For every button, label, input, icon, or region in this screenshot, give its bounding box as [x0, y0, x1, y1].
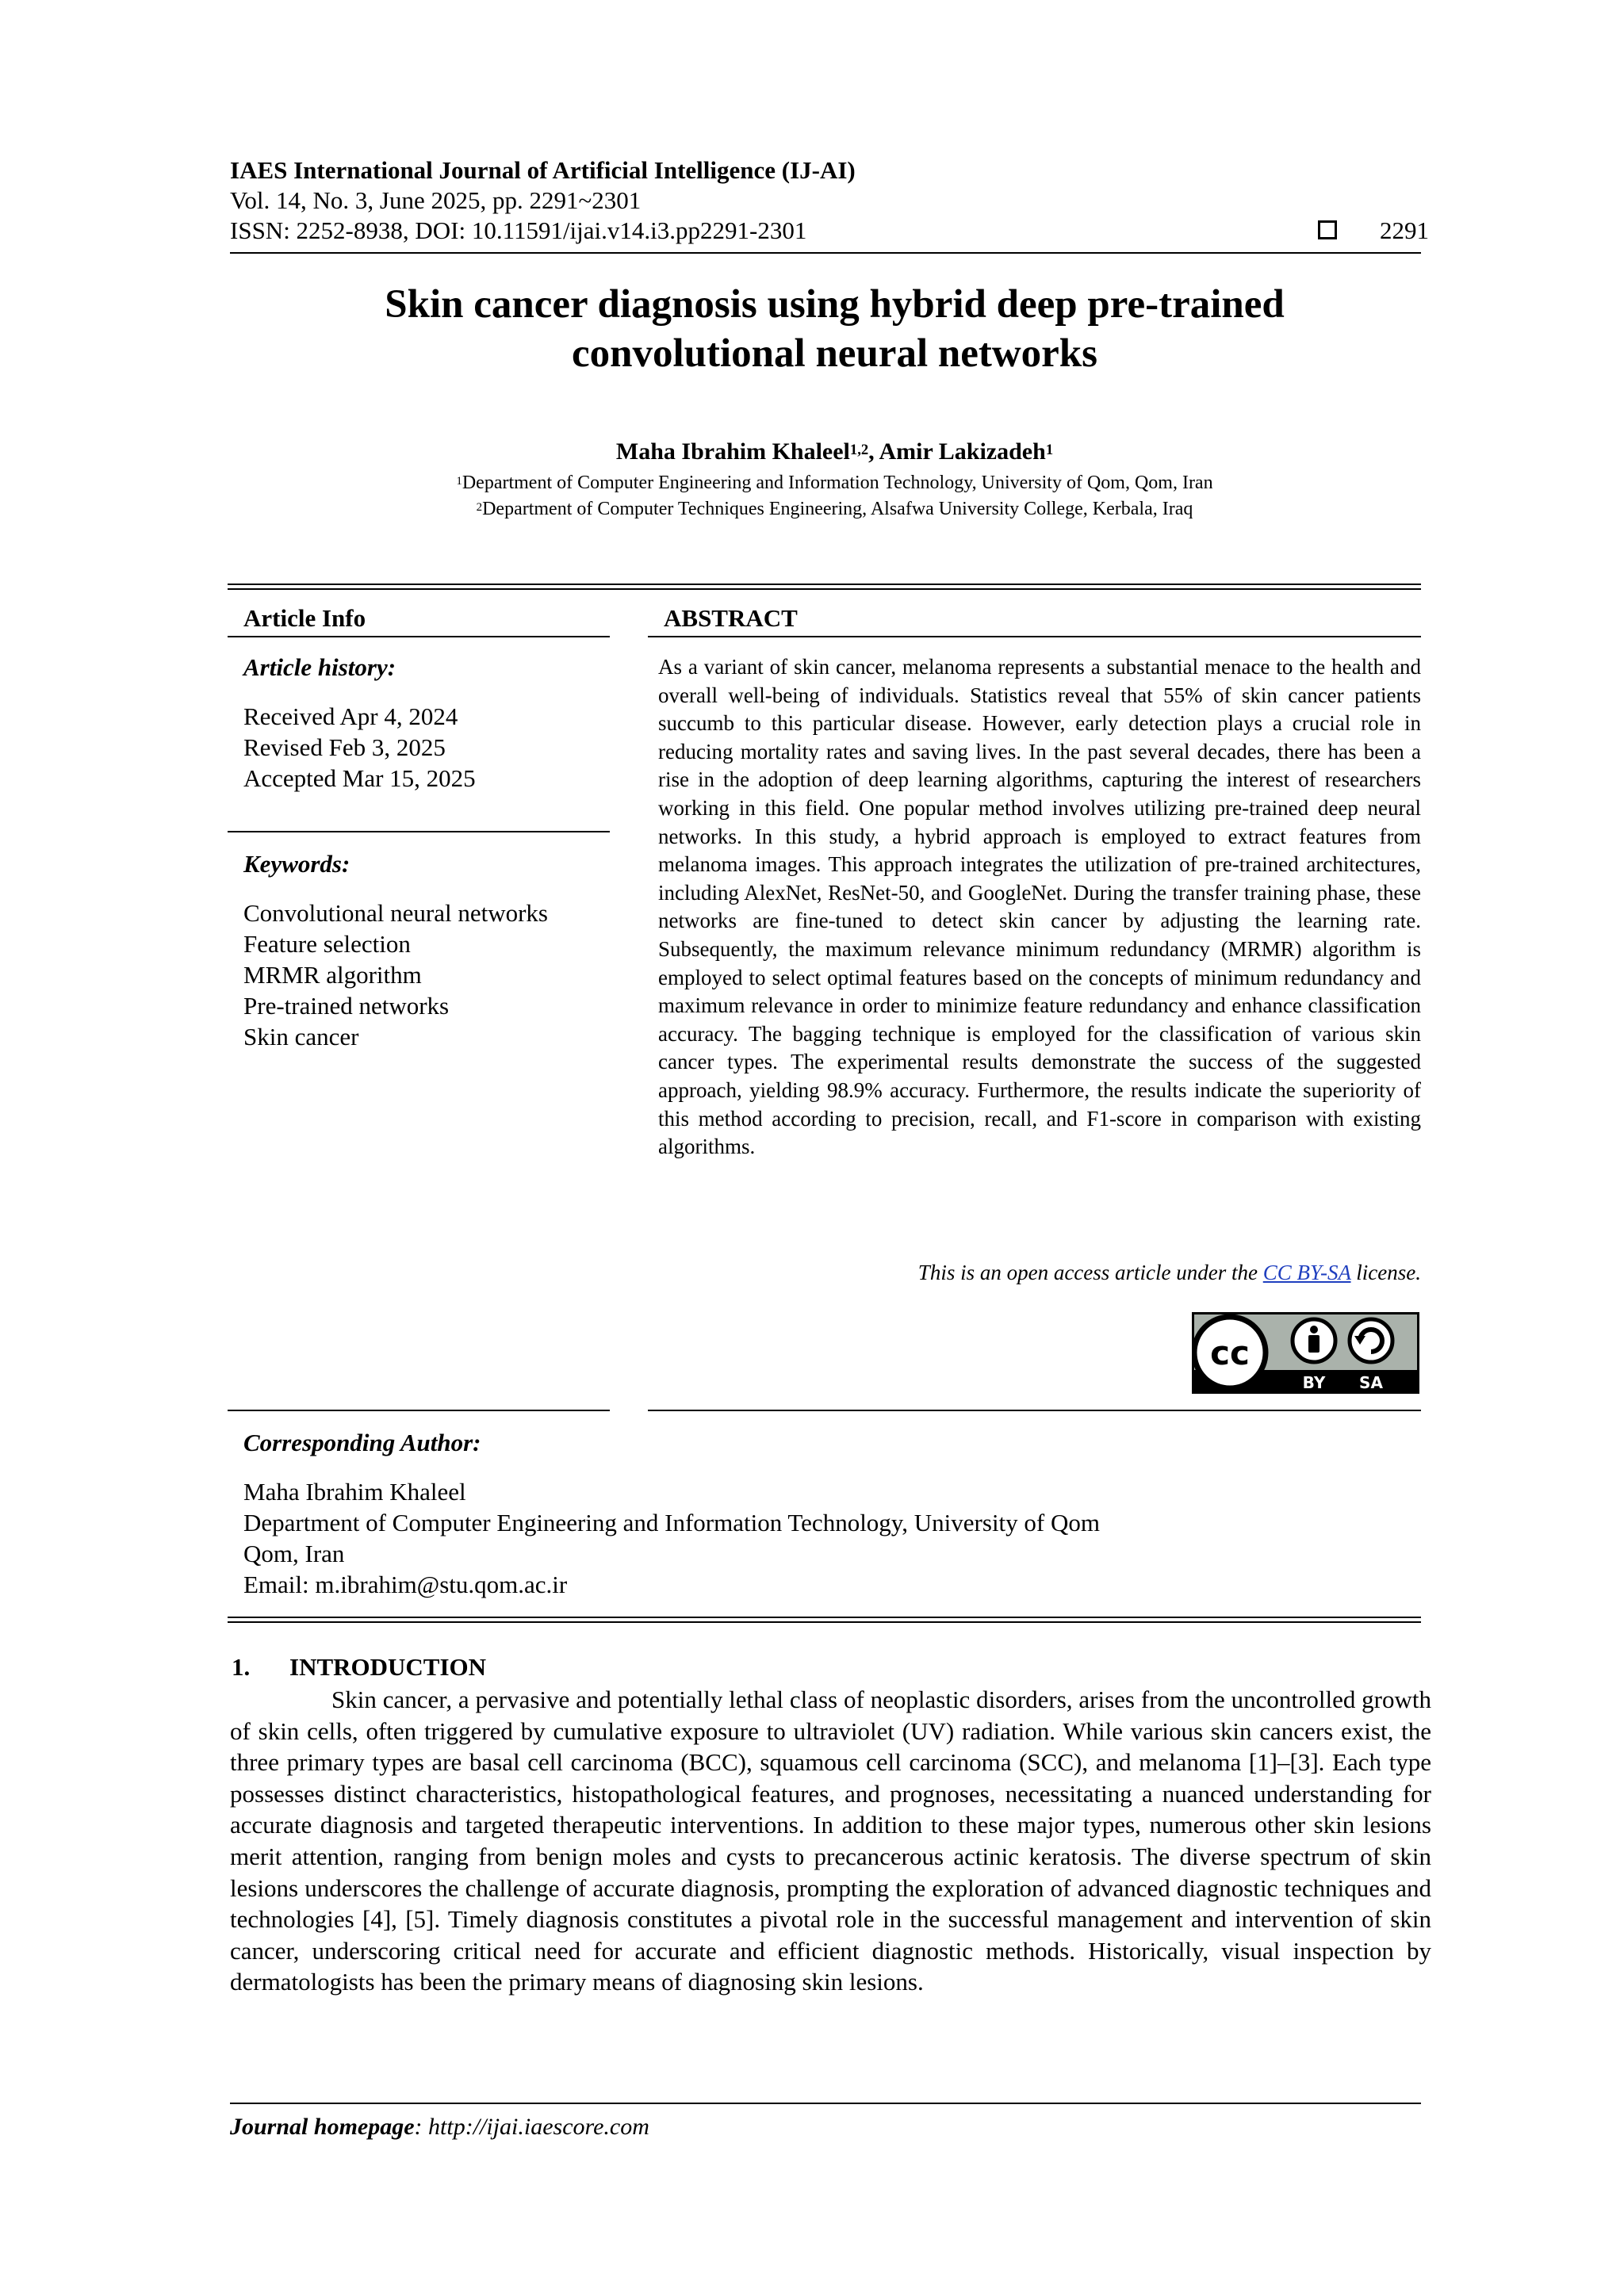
- journal-name: IAES International Journal of Artificial Intelligence (IJ-AI): [230, 156, 856, 184]
- keywords-heading: Keywords:: [243, 850, 350, 878]
- by-badge-text: BY: [1302, 1373, 1326, 1392]
- author-affil-marker: 1: [1045, 441, 1054, 458]
- article-history-heading: Article history:: [243, 653, 396, 681]
- square-box-icon: [1318, 220, 1337, 239]
- issn-doi: ISSN: 2252-8938, DOI: 10.11591/ijai.v14.i3.pp2291-2301: [230, 216, 807, 244]
- author-separator: ,: [868, 438, 879, 465]
- footer-rule: [230, 2103, 1421, 2104]
- page-number: 2291: [1380, 216, 1429, 244]
- journal-homepage: [230, 2114, 649, 2141]
- author-affil-marker: 1,2: [849, 441, 869, 458]
- corresponding-author-location: Qom, Iran: [243, 1540, 345, 1567]
- author-name: Maha Ibrahim Khaleel: [615, 438, 850, 465]
- section-rule-top: [228, 584, 1421, 585]
- keyword-item: Convolutional neural networks: [243, 899, 548, 927]
- corresponding-author-email: Email: m.ibrahim@stu.qom.ac.ir: [243, 1571, 568, 1598]
- article-info-end-rule: [228, 1410, 610, 1411]
- corresponding-author-heading: Corresponding Author:: [243, 1429, 481, 1456]
- accepted-date: Accepted Mar 15, 2025: [243, 764, 476, 792]
- corresponding-author-dept: Department of Computer Engineering and Information Technology, University of Qom: [243, 1509, 1100, 1536]
- keyword-item: Skin cancer: [243, 1023, 359, 1050]
- abstract-rule: [648, 636, 1421, 637]
- article-info-rule: [228, 636, 610, 637]
- keyword-item: Pre-trained networks: [243, 992, 450, 1020]
- homepage-url[interactable]: http://ijai.iaescore.com: [428, 2114, 649, 2140]
- keyword-item: MRMR algorithm: [243, 961, 422, 989]
- sa-badge-text: SA: [1359, 1373, 1383, 1392]
- keywords-rule: [228, 831, 610, 832]
- introduction-body: Skin cancer, a pervasive and potentially lethal class of neoplastic disorders, arises from the uncontrolled growth of skin cells, often triggered by cumulative exposure to ultraviolet (UV) radiation. While various skin cancers exist, the three primary types are basal cell carcinoma (BCC), squamous cell carcinoma (SCC), and melanoma [1]–[3]. Each type possesses distinct characteristics, histopathological features, and prognoses, necessitating a nuanced understanding for accurate diagnosis and targeted therapeutic interventions. In addition to these major types, numerous other skin lesions merit attention, ranging from benign moles and cysts to precancerous actinic keratosis. The diverse spectrum of skin lesions underscores the challenge of accurate diagnosis, prompting the exploration of advanced diagnostic techniques and technologies [4], [5]. Timely diagnosis constitutes a pivotal role in the successful management and intervention of skin cancer, underscoring critical need for accurate and efficient diagnostic methods. Historically, visual inspection by dermatologists has been the primary means of diagnosing skin lesions.: [230, 1686, 1431, 1996]
- license-prefix: This is an open access article under the: [917, 1261, 1263, 1284]
- introduction-heading: INTRODUCTION: [289, 1653, 487, 1681]
- affiliation-marker: 2: [476, 500, 483, 514]
- section-rule-bottom: [228, 1617, 1421, 1618]
- section-rule-top: [228, 588, 1421, 590]
- revised-date: Revised Feb 3, 2025: [243, 733, 446, 761]
- affiliation-text: Department of Computer Engineering and Information Technology, University of Qom, Qom, Iran: [462, 473, 1213, 493]
- introduction-number: 1.: [232, 1653, 251, 1681]
- license-statement: [658, 1261, 1421, 1285]
- cc-by-sa-badge[interactable]: [1192, 1312, 1419, 1394]
- author-name: Amir Lakizadeh: [879, 438, 1046, 465]
- paper-title: [230, 280, 1439, 378]
- abstract-body: As a variant of skin cancer, melanoma represents a substantial menace to the health and overall well-being of individuals. Statistics reveal that 55% of skin cancer patients succumb to this particular disease. However, early detection plays a crucial role in reducing mortality rates and saving lives. In the past several decades, there has been a rise in the adoption of deep learning algorithms, capturing the interest of researchers working in this field. One popular method involves utilizing pre-trained deep neural networks. In this study, a hybrid approach is employed to extract features from melanoma images. This approach integrates the utilization of pre-trained architectures, including AlexNet, ResNet-50, and GoogleNet. During the transfer training phase, these networks are fine-tuned to detect skin cancer by adjusting the learning rate. Subsequently, the maximum relevance minimum redundancy (MRMR) algorithm is employed to select optimal features based on the concepts of minimum redundancy and maximum relevance in order to minimize feature redundancy and enhance classification accuracy. The bagging technique is employed for the classification of various skin cancer types. The experimental results demonstrate the success of the suggested approach, yielding 98.9% accuracy. Furthermore, the results indicate the superiority of this method according to precision, recall, and F1-score in comparison with existing algorithms.: [658, 655, 1421, 1159]
- affiliation-marker: 1: [456, 474, 462, 488]
- received-date: Received Apr 4, 2024: [243, 702, 458, 730]
- abstract-heading: ABSTRACT: [664, 604, 798, 632]
- license-link[interactable]: CC BY-SA: [1262, 1261, 1351, 1284]
- volume-info: Vol. 14, No. 3, June 2025, pp. 2291~2301: [230, 186, 642, 214]
- keyword-item: Feature selection: [243, 930, 411, 958]
- section-rule-bottom: [228, 1621, 1421, 1623]
- cc-badge-text: cc: [1210, 1334, 1250, 1372]
- license-suffix: license.: [1350, 1261, 1421, 1284]
- affiliation-text: Department of Computer Techniques Engineering, Alsafwa University College, Kerbala, Iraq: [482, 499, 1193, 519]
- article-info-heading: Article Info: [243, 604, 366, 632]
- author-list: [230, 438, 1439, 466]
- homepage-colon: :: [414, 2114, 429, 2140]
- corresponding-author-name: Maha Ibrahim Khaleel: [243, 1478, 466, 1506]
- title-line-1: Skin cancer diagnosis using hybrid deep pre-trained: [385, 282, 1285, 327]
- cc-by-sa-icon: [1192, 1312, 1419, 1394]
- title-line-2: convolutional neural networks: [571, 331, 1098, 376]
- homepage-label: Journal homepage: [230, 2114, 415, 2140]
- header-rule: [230, 252, 1421, 254]
- affiliation-1: [230, 470, 1439, 496]
- abstract-end-rule: [648, 1410, 1421, 1411]
- affiliation-2: [230, 496, 1439, 522]
